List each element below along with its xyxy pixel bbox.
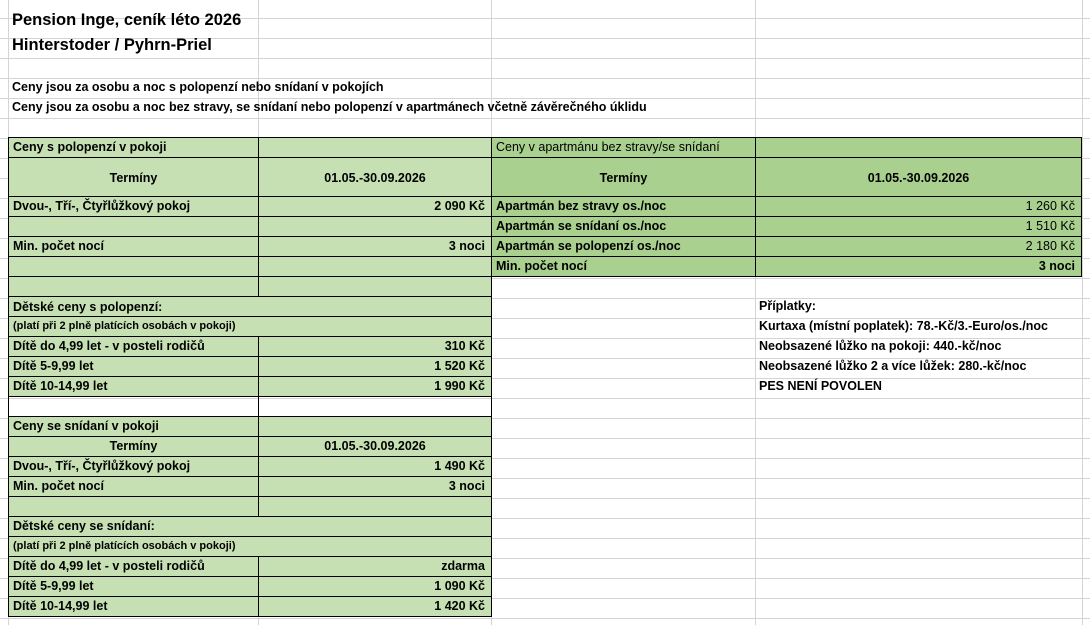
bb-section-title-blank[interactable] [258, 416, 492, 437]
hp-child-label[interactable]: Dítě do 4,99 let - v posteli rodičů [8, 336, 259, 357]
hp-child-price[interactable]: 1 990 Kč [258, 376, 492, 397]
bb-section-title[interactable]: Ceny se snídaní v pokoji [8, 416, 259, 437]
apt-row-label[interactable]: Apartmán bez stravy os./noc [491, 196, 756, 217]
bb-child-price[interactable]: zdarma [258, 556, 492, 577]
hp-section-title-blank[interactable] [258, 137, 492, 158]
bb-terms-value[interactable]: 01.05.-30.09.2026 [258, 436, 492, 457]
hp-child-price[interactable]: 310 Kč [258, 336, 492, 357]
hp-children-title[interactable]: Dětské ceny s polopenzí: [8, 296, 492, 317]
hp-room-price[interactable]: 2 090 Kč [258, 196, 492, 217]
bb-children-note[interactable]: (platí při 2 plně platících osobách v pokoji) [8, 536, 492, 557]
bb-min-value[interactable]: 3 noci [258, 476, 492, 497]
bb-empty-row[interactable] [258, 496, 492, 517]
surcharge-item[interactable]: Neobsazené lůžko 2 a více lůžek: 280.-kč/noc [759, 359, 1027, 373]
bb-min-label[interactable]: Min. počet nocí [8, 476, 259, 497]
surcharge-item[interactable]: Kurtaxa (místní poplatek): 78.-Kč/3.-Euro/os./noc [759, 319, 1048, 333]
bb-room-label[interactable]: Dvou-, Tří-, Čtyřlůžkový pokoj [8, 456, 259, 477]
hp-child-label[interactable]: Dítě 5-9,99 let [8, 356, 259, 377]
apt-terms-value[interactable]: 01.05.-30.09.2026 [755, 157, 1082, 197]
gridline-horizontal [0, 618, 1090, 619]
apt-row-price[interactable]: 1 260 Kč [755, 196, 1082, 217]
apt-row-price[interactable]: 1 510 Kč [755, 216, 1082, 237]
hp-children-note[interactable]: (platí při 2 plně platících osobách v pokoji) [8, 316, 492, 337]
hp-empty-row[interactable] [8, 256, 259, 277]
gridline-horizontal [0, 118, 1090, 119]
hp-empty-row[interactable] [8, 276, 259, 297]
note-rooms[interactable]: Ceny jsou za osobu a noc s polopenzí nebo snídaní v pokojích [12, 80, 384, 94]
apt-row-price[interactable]: 2 180 Kč [755, 236, 1082, 257]
separator-cell[interactable] [8, 396, 259, 417]
bb-terms-label[interactable]: Termíny [8, 436, 259, 457]
apt-row-label[interactable]: Apartmán se snídaní os./noc [491, 216, 756, 237]
hp-min-label[interactable]: Min. počet nocí [8, 236, 259, 257]
hp-terms-label[interactable]: Termíny [8, 157, 259, 197]
no-dogs-notice[interactable]: PES NENÍ POVOLEN [759, 379, 882, 393]
apt-row-label[interactable]: Apartmán se polopenzí os./noc [491, 236, 756, 257]
bb-room-price[interactable]: 1 490 Kč [258, 456, 492, 477]
apt-terms-label[interactable]: Termíny [491, 157, 756, 197]
hp-empty-row[interactable] [258, 256, 492, 277]
bb-child-label[interactable]: Dítě do 4,99 let - v posteli rodičů [8, 556, 259, 577]
bb-child-label[interactable]: Dítě 5-9,99 let [8, 576, 259, 597]
bb-child-price[interactable]: 1 090 Kč [258, 576, 492, 597]
bb-child-price[interactable]: 1 420 Kč [258, 596, 492, 617]
surcharges-title[interactable]: Příplatky: [759, 299, 816, 313]
hp-child-label[interactable]: Dítě 10-14,99 let [8, 376, 259, 397]
hp-empty-row[interactable] [258, 216, 492, 237]
location-title[interactable]: Hinterstoder / Pyhrn-Priel [12, 36, 212, 54]
hp-child-price[interactable]: 1 520 Kč [258, 356, 492, 377]
hp-section-title[interactable]: Ceny s polopenzí v pokoji [8, 137, 259, 158]
separator-cell[interactable] [258, 396, 492, 417]
hp-empty-row[interactable] [258, 276, 492, 297]
bb-empty-row[interactable] [8, 496, 259, 517]
surcharge-item[interactable]: Neobsazené lůžko na pokoji: 440.-kč/noc [759, 339, 1002, 353]
apt-section-title[interactable]: Ceny v apartmánu bez stravy/se snídaní [491, 137, 756, 158]
bb-child-label[interactable]: Dítě 10-14,99 let [8, 596, 259, 617]
hp-min-value[interactable]: 3 noci [258, 236, 492, 257]
page-title[interactable]: Pension Inge, ceník léto 2026 [12, 11, 242, 29]
apt-min-label[interactable]: Min. počet nocí [491, 256, 756, 277]
apt-min-value[interactable]: 3 noci [755, 256, 1082, 277]
apt-section-title-blank[interactable] [755, 137, 1082, 158]
hp-terms-value[interactable]: 01.05.-30.09.2026 [258, 157, 492, 197]
bb-children-title[interactable]: Dětské ceny se snídaní: [8, 516, 492, 537]
hp-empty-row[interactable] [8, 216, 259, 237]
hp-room-label[interactable]: Dvou-, Tří-, Čtyřlůžkový pokoj [8, 196, 259, 217]
gridline-horizontal [0, 58, 1090, 59]
note-apartments[interactable]: Ceny jsou za osobu a noc bez stravy, se snídaní nebo polopenzí v apartmánech včetně závěrečného úklidu [12, 100, 647, 114]
